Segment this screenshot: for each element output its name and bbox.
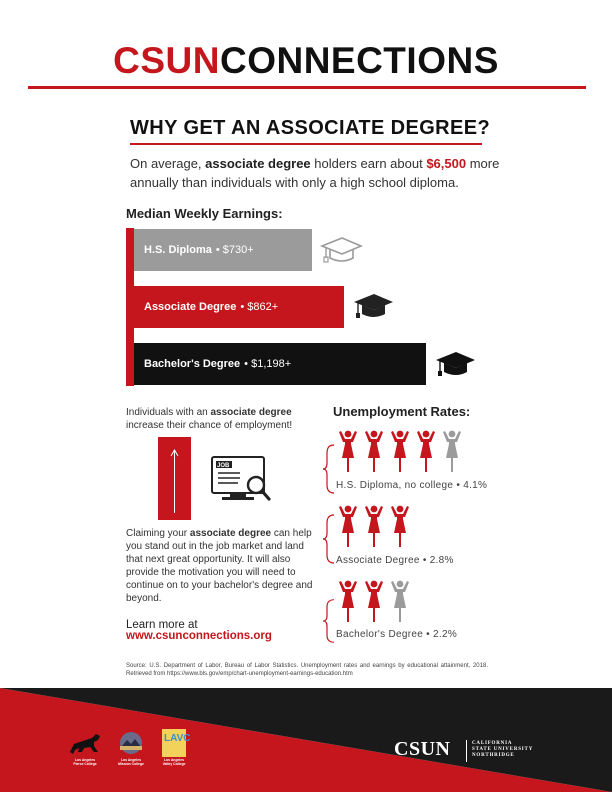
bar-label: H.S. Diploma — [144, 244, 212, 256]
person-icon — [364, 580, 384, 624]
csun-logo-subtitle — [472, 741, 533, 759]
valley-college-logo-icon — [162, 729, 191, 757]
person-icon — [390, 430, 410, 474]
person-icon — [364, 505, 384, 549]
rate-label-bachelor — [336, 629, 457, 640]
person-icon — [442, 430, 462, 474]
unemployment-title: Unemployment Rates: — [333, 404, 471, 419]
growth-arrow-panel — [158, 437, 191, 520]
up-arrow-icon — [158, 437, 191, 520]
intro-text: more annually than individuals with only a high school diploma. — [130, 156, 500, 190]
claim-bold: associate degree — [189, 528, 272, 539]
rate-label-text: Associate Degree — [336, 555, 420, 566]
college-name-line: Los Angeles — [74, 758, 96, 762]
brace-icon — [322, 513, 336, 565]
college-name-line: Mission College — [118, 762, 144, 766]
title-underline — [130, 143, 482, 145]
brand-title — [0, 40, 612, 82]
source-citation: Source: U.S. Department of Labor, Bureau of Labor Statistics. Unemployment rates and earnings by educational attainment, 2018. Retrieved from https://www.bls.gov/emp/chart-unemployment-earnings-education.htm — [126, 663, 488, 677]
people-row-associate — [338, 505, 416, 549]
job-search-icon — [210, 455, 272, 505]
page-title: WHY GET AN ASSOCIATE DEGREE? — [130, 117, 491, 139]
rate-value: • 2.2% — [426, 629, 458, 640]
intro-text: holders earn about — [310, 156, 427, 171]
intro-paragraph — [130, 154, 520, 192]
rate-label-hs — [336, 480, 487, 491]
lavc-letters-top: LAVC — [164, 733, 191, 744]
people-row-bachelor — [338, 580, 416, 624]
claim-text: Claiming your — [126, 528, 190, 539]
bar-label: Bachelor's Degree — [144, 358, 241, 370]
brand-part-csun: CSUN — [113, 40, 220, 81]
intro-amount: $6,500 — [426, 156, 467, 171]
intro-bold: associate degree — [205, 156, 311, 171]
person-icon — [390, 580, 410, 624]
person-icon — [338, 505, 358, 549]
bar-value: • $1,198+ — [244, 358, 292, 370]
learn-more-link[interactable]: www.csunconnections.org — [126, 630, 272, 642]
rate-label-text: H.S. Diploma, no college — [336, 480, 454, 491]
intro-text: On average, — [130, 156, 206, 171]
earnings-bar-hs — [134, 229, 312, 271]
person-icon — [364, 430, 384, 474]
csun-subtitle-line: CALIFORNIA — [472, 741, 513, 746]
brace-icon — [322, 598, 336, 644]
claim-paragraph — [126, 527, 316, 605]
svg-text:JOB: JOB — [217, 463, 230, 469]
employment-note — [126, 406, 316, 432]
employment-text: Individuals with an — [126, 407, 211, 418]
graduation-cap-icon — [320, 234, 362, 266]
csun-logo-wordmark: CSUN — [394, 738, 451, 760]
brace-icon — [322, 443, 336, 495]
mission-college-logo-icon — [119, 731, 143, 755]
claim-text: can help you stand out in the job market and land that next great opportunity. It will also provide the motivation you will need to continue on to your bachelor's degree and beyond. — [126, 528, 313, 604]
person-icon — [338, 580, 358, 624]
person-icon — [416, 430, 436, 474]
rate-value: • 2.8% — [422, 555, 454, 566]
learn-more-text: Learn more at — [126, 619, 198, 631]
college-name-line: Valley College — [162, 762, 186, 766]
rate-label-text: Bachelor's Degree — [336, 629, 424, 640]
college-label — [63, 758, 107, 766]
pierce-college-logo-icon — [66, 730, 104, 758]
csun-subtitle-line: STATE UNIVERSITY — [472, 747, 534, 752]
graduation-cap-icon — [352, 290, 394, 322]
person-icon — [390, 505, 410, 549]
brand-part-connections: CONNECTIONS — [219, 40, 499, 81]
csun-subtitle-line: NORTHRIDGE — [472, 753, 515, 758]
college-name-line: Los Angeles — [120, 758, 142, 762]
bar-label: Associate Degree — [144, 301, 237, 313]
earnings-bar-bachelor — [134, 343, 426, 385]
brand-divider — [28, 86, 586, 89]
bar-value: • $730+ — [215, 244, 254, 256]
graduation-cap-icon — [434, 348, 476, 380]
college-label — [110, 758, 152, 766]
earnings-stripe — [126, 228, 134, 386]
people-row-hs — [338, 430, 468, 474]
employment-bold: associate degree — [210, 407, 292, 418]
earnings-bar-associate — [134, 286, 344, 328]
employment-text: increase their chance of employment! — [126, 420, 293, 431]
college-label — [153, 758, 195, 766]
bar-value: • $862+ — [240, 301, 279, 313]
csun-logo-divider — [466, 740, 467, 762]
person-icon — [338, 430, 358, 474]
earnings-title: Median Weekly Earnings: — [126, 206, 283, 221]
college-name-line: Pierce College — [73, 762, 97, 766]
rate-value: • 4.1% — [456, 480, 488, 491]
rate-label-associate — [336, 555, 454, 566]
college-name-line: Los Angeles — [163, 758, 185, 762]
